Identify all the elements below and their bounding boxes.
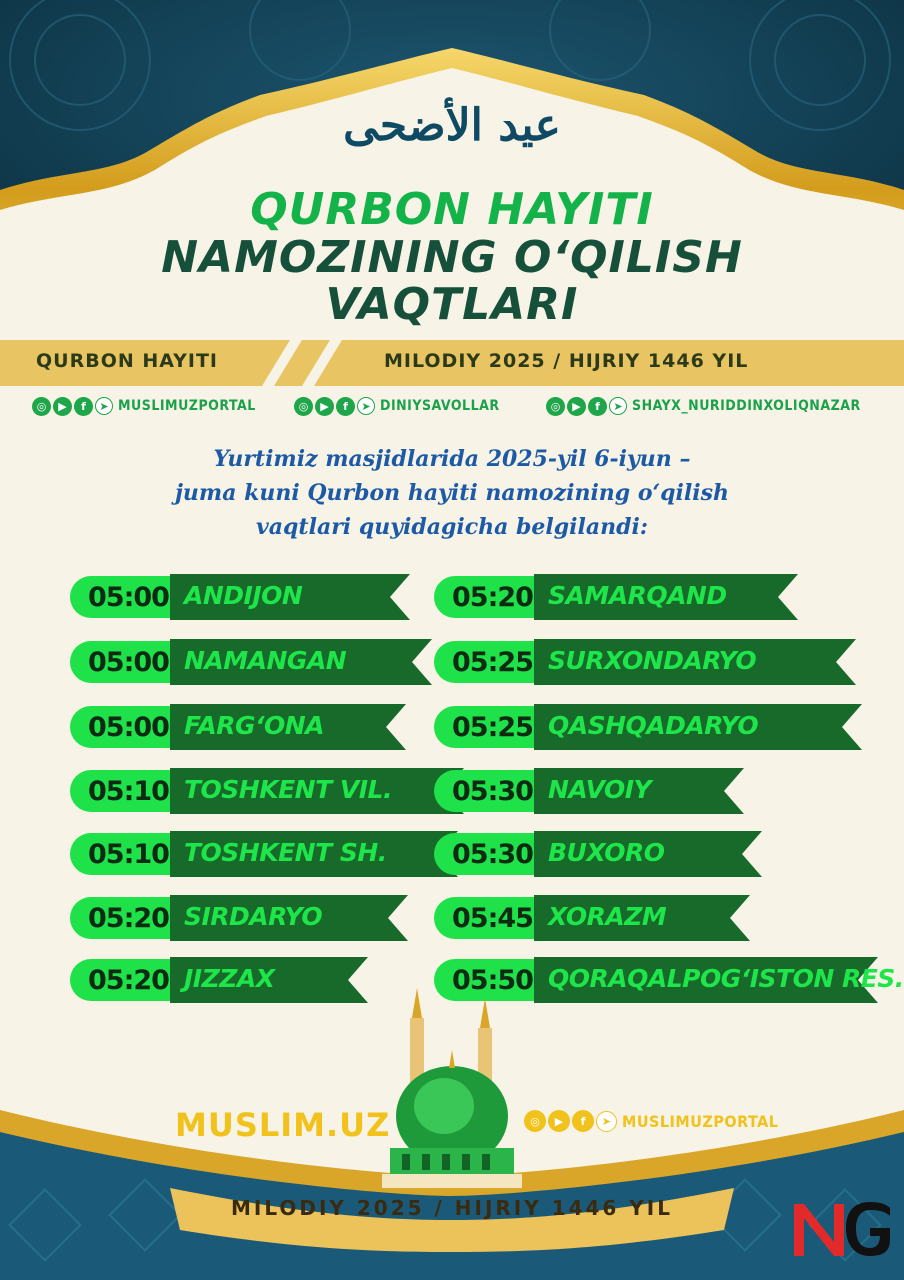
intro-line-2: juma kuni Qurbon hayiti namozining o‘qilish [174,480,730,506]
title-line-1: QURBON HAYITI [250,184,654,235]
time-pill: 05:50 [434,959,552,1001]
region-label: SURXONDARYO [548,646,757,675]
region-label: NAVOIY [548,775,652,804]
intro-text [0,442,904,544]
telegram-icon[interactable]: ➤ [357,397,375,415]
mosque-illustration [372,988,532,1203]
youtube-icon[interactable]: ▶ [567,397,586,416]
time-pill: 05:10 [70,770,188,812]
region-ribbon [534,831,762,877]
youtube-icon[interactable]: ▶ [315,397,334,416]
facebook-icon[interactable]: f [572,1110,594,1132]
instagram-icon[interactable]: ◎ [546,397,565,416]
region-label: SAMARQAND [548,581,727,610]
telegram-icon[interactable]: ➤ [596,1111,617,1132]
social-row-2 [294,394,500,418]
region-ribbon [170,574,410,620]
instagram-icon[interactable]: ◎ [32,397,51,416]
region-ribbon [534,704,862,750]
region-label: ANDIJON [184,581,303,610]
time-pill: 05:00 [70,706,188,748]
region-ribbon [534,574,798,620]
time-pill: 05:20 [70,897,188,939]
time-pill: 05:20 [434,576,552,618]
title-line-3: VAQTLARI [325,279,579,330]
telegram-icon[interactable]: ➤ [95,397,113,415]
region-label: QASHQADARYO [548,711,759,740]
social-handle[interactable]: SHAYX_NURIDDINXOLIQNAZAR [632,398,861,414]
youtube-icon[interactable]: ▶ [53,397,72,416]
social-handle[interactable]: MUSLIMUZPORTAL [118,398,256,414]
region-label: BUXORO [548,838,665,867]
muslim-uz-logo[interactable]: MUSLIM.UZ [175,1106,391,1144]
region-label: JIZZAX [184,964,275,993]
band-right-label: MILODIY 2025 / HIJRIY 1446 YIL [384,350,749,372]
youtube-icon[interactable]: ▶ [548,1110,570,1132]
instagram-icon[interactable]: ◎ [524,1110,546,1132]
region-label: SIRDARYO [184,902,323,931]
time-pill: 05:25 [434,641,552,683]
intro-line-3: vaqtlari quyidagicha belgilandi: [256,514,648,540]
instagram-icon[interactable]: ◎ [294,397,313,416]
region-ribbon [170,704,406,750]
social-row-1 [32,394,256,418]
region-label: XORAZM [548,902,667,931]
time-pill: 05:20 [70,959,188,1001]
ng-logo [790,1198,894,1260]
footer-date-text: MILODIY 2025 / HIJRIY 1446 YIL [231,1196,673,1220]
time-pill: 05:25 [434,706,552,748]
region-ribbon [534,768,744,814]
region-ribbon [534,639,856,685]
social-row-3 [546,394,861,418]
time-pill: 05:45 [434,897,552,939]
facebook-icon[interactable]: f [336,397,355,416]
region-label: NAMANGAN [184,646,347,675]
footer-social-row [524,1110,778,1132]
region-ribbon [170,768,464,814]
region-label: TOSHKENT SH. [184,838,387,867]
time-pill: 05:10 [70,833,188,875]
social-handle[interactable]: DINIYSAVOLLAR [380,398,500,414]
region-ribbon [170,957,368,1003]
arabic-calligraphy: عيد الأضحى [343,100,561,151]
region-ribbon [534,957,904,1003]
social-handle[interactable]: MUSLIMUZPORTAL [622,1111,779,1131]
intro-line-1: Yurtimiz masjidlarida 2025-yil 6-iyun – [213,446,691,472]
time-pill: 05:30 [434,833,552,875]
title-line-2: NAMOZINING O‘QILISH [161,232,743,283]
region-ribbon [170,831,458,877]
time-pill: 05:30 [434,770,552,812]
facebook-icon[interactable]: f [74,397,93,416]
telegram-icon[interactable]: ➤ [609,397,627,415]
region-label: TOSHKENT VIL. [184,775,392,804]
region-ribbon [170,895,408,941]
time-pill: 05:00 [70,576,188,618]
region-ribbon [170,639,432,685]
region-label: QORAQALPOG‘ISTON RES. [548,964,904,993]
band-left-label: QURBON HAYITI [36,350,219,372]
facebook-icon[interactable]: f [588,397,607,416]
region-label: FARG‘ONA [184,711,324,740]
time-pill: 05:00 [70,641,188,683]
region-ribbon [534,895,750,941]
